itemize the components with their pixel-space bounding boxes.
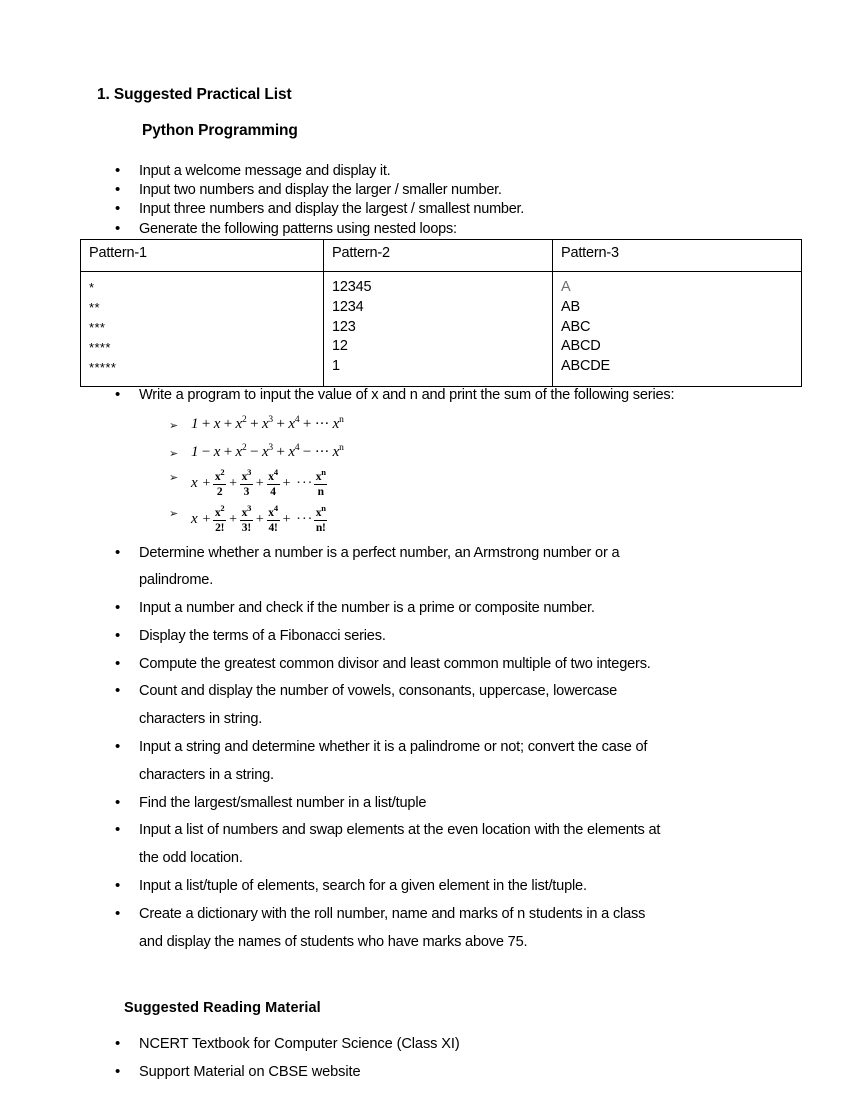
pattern-line: ***: [89, 319, 106, 335]
fraction-term: $\frac{x^4}{4!}$: [268, 503, 278, 534]
table-header-cell: Pattern-1: [81, 240, 324, 272]
denominator: 4!: [268, 521, 278, 534]
list-item-line: palindrome.: [139, 572, 214, 589]
table-header-cell: Pattern-3: [553, 240, 802, 272]
pattern-table: [80, 239, 802, 387]
list-item-line: • Input a list of numbers and swap elements at the even location with the elements at: [139, 822, 661, 839]
series-item-alternating: ➢ $1 - x + x^2 - x^3 + x^4$ − ··· $x^n$: [191, 438, 776, 466]
reading-material-title: Suggested Reading Material: [124, 1000, 321, 1016]
fraction-term: $\frac{x^3}{3!}$: [241, 503, 252, 534]
list-item-line: • Determine whether a number is a perfect number, an Armstrong number or a: [139, 544, 620, 561]
list-item: • NCERT Textbook for Computer Science (Class XI): [113, 1030, 713, 1058]
list-item: [113, 678, 776, 734]
list-item: • Input a number and check if the number is a prime or composite number.: [113, 595, 776, 623]
fraction-term: $\frac{x^n}{n}$: [315, 467, 326, 498]
pattern-line: *: [89, 280, 95, 295]
pattern-line: 12: [332, 338, 348, 355]
pattern-line: ****: [89, 339, 111, 355]
list-item-line: characters in a string.: [139, 766, 274, 783]
pattern-line: ABC: [561, 318, 591, 335]
fraction-term: $\frac{x^3}{3}$: [241, 467, 252, 498]
list-item: [113, 734, 776, 790]
series-sublist: [139, 410, 776, 538]
table-cell-pattern-1: [81, 272, 324, 387]
pattern-line: **: [89, 299, 100, 315]
series-item-geometric: ➢ $1 + x + x^2 + x^3 + x^4$ + ··· $x^n$: [191, 410, 776, 438]
denominator: 3: [243, 485, 250, 498]
table-header-row: [81, 240, 802, 272]
denominator: n!: [315, 521, 326, 534]
list-item: [113, 540, 776, 596]
list-item-line: characters in string.: [139, 711, 263, 728]
list-item: • Input a welcome message and display it.: [113, 162, 773, 181]
list-item-line: • Input a string and determine whether it is a palindrome or not; convert the case of: [139, 739, 648, 756]
fraction-term: $\frac{x^2}{2}$: [214, 467, 225, 498]
list-item: [113, 901, 776, 957]
reading-material-list: [113, 1030, 713, 1086]
list-item: • Generate the following patterns using nested loops:: [113, 220, 773, 239]
list-item: • Input three numbers and display the largest / smallest number.: [113, 200, 773, 219]
denominator: 2: [216, 485, 223, 498]
pattern-line: ABCD: [561, 338, 601, 355]
list-item: [113, 817, 776, 873]
list-item: • Input a list/tuple of elements, search for a given element in the list/tuple.: [113, 873, 776, 901]
series-intro-text: • Write a program to input the value of x and n and print the sum of the following series:: [139, 387, 675, 403]
pattern-line: A: [561, 279, 571, 295]
pattern-line: 12345: [332, 279, 372, 295]
pattern-line: 123: [332, 318, 356, 335]
list-item: • Display the terms of a Fibonacci series.: [113, 623, 776, 651]
main-practical-list: [113, 386, 776, 956]
subsection-title: Python Programming: [142, 122, 298, 139]
table-cell-pattern-3: [553, 272, 802, 387]
series-item-harmonic: ➢ x + $\frac{x^2}{2}$ + $\frac{x^3}{3}$ + $\frac{x^4}{4}$ + ··· $\frac{x^n}{n}$: [191, 466, 776, 502]
table-cell-pattern-2: [324, 272, 553, 387]
pattern-line: ABCDE: [561, 358, 610, 375]
list-item: • Find the largest/smallest number in a list/tuple: [113, 790, 776, 818]
pattern-line: 1234: [332, 298, 364, 315]
list-item: • Input two numbers and display the larger / smaller number.: [113, 181, 773, 200]
table-row: [81, 272, 802, 387]
series-lead-term: ➢ x: [191, 474, 198, 491]
pattern-line: 1: [332, 358, 340, 375]
list-item-line: the odd location.: [139, 850, 243, 867]
denominator: 3!: [241, 521, 251, 534]
denominator: 2!: [215, 521, 225, 534]
denominator: 4: [270, 485, 276, 498]
series-item-exponential: ➢ x + $\frac{x^2}{2!}$ + $\frac{x^3}{3!}$ + $\frac{x^4}{4!}$ + ··· $\frac{x^n}{n!}$: [191, 502, 776, 538]
table-header-cell: Pattern-2: [324, 240, 553, 272]
fraction-term: $\frac{x^n}{n!}$: [315, 503, 326, 534]
list-item-series: [113, 386, 776, 538]
fraction-term: $\frac{x^4}{4}$: [268, 467, 278, 498]
page-title: 1. Suggested Practical List: [97, 86, 292, 103]
denominator: n: [317, 485, 324, 498]
top-practical-list: [113, 162, 773, 239]
pattern-line: AB: [561, 298, 580, 315]
fraction-term: $\frac{x^2}{2!}$: [214, 503, 225, 534]
list-item: • Compute the greatest common divisor and least common multiple of two integers.: [113, 651, 776, 679]
list-item-line: and display the names of students who have marks above 75.: [139, 933, 528, 950]
list-item-line: • Create a dictionary with the roll number, name and marks of n students in a class: [139, 905, 646, 922]
list-item: • Support Material on CBSE website: [113, 1058, 713, 1086]
list-item-line: • Count and display the number of vowels, consonants, uppercase, lowercase: [139, 683, 618, 700]
pattern-line: *****: [89, 359, 117, 375]
series-lead-term: ➢ x: [191, 510, 198, 527]
